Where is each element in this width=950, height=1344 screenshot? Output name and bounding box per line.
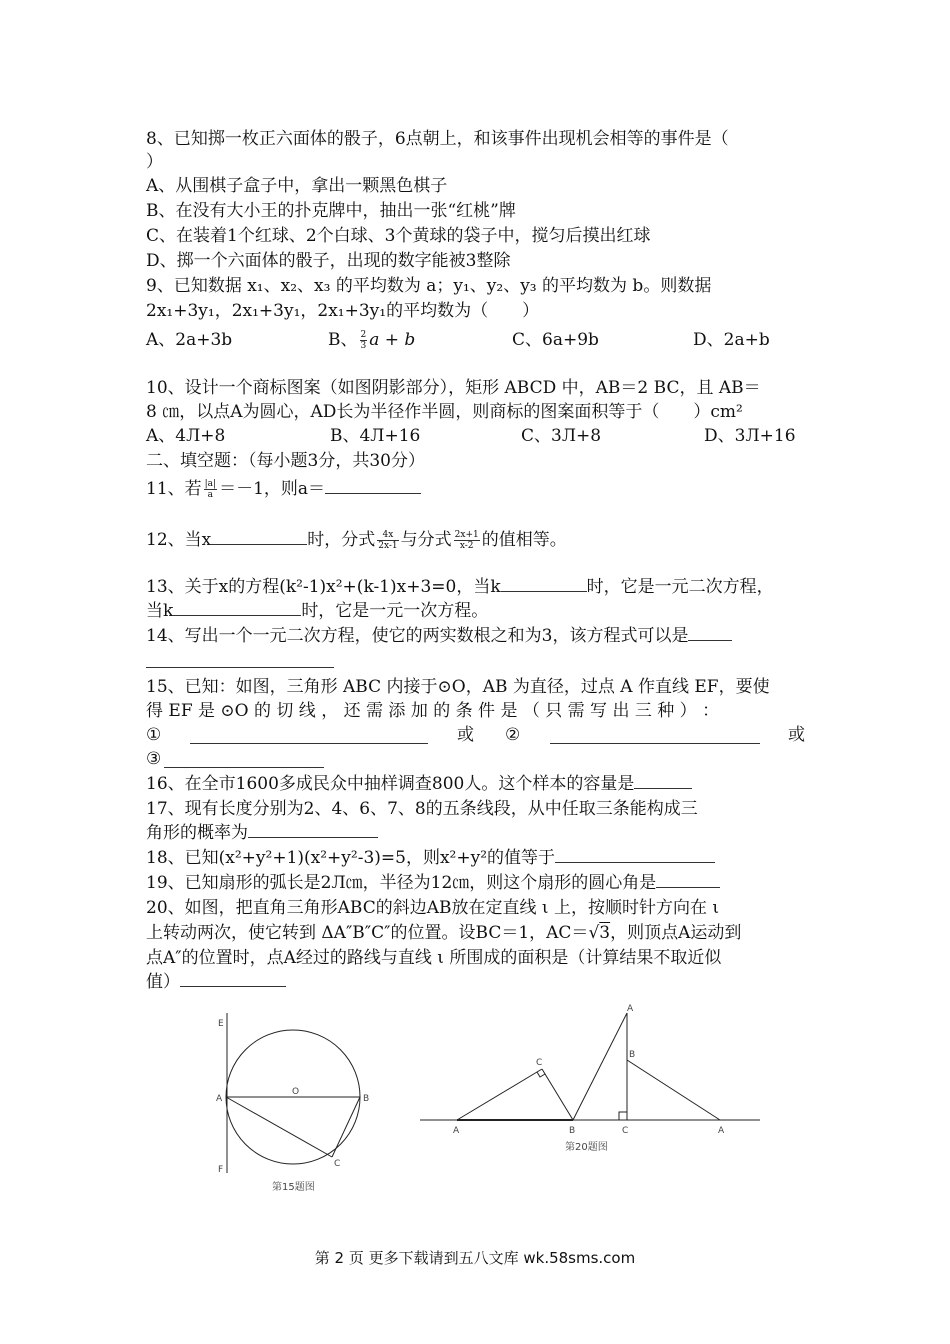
q9-option-a: A、2a+3b [146,330,233,350]
fig15-label-b: B [363,1094,370,1104]
q10-stem-line2: 8 ㎝，以点A为圆心，AD长为半径作半圆，则商标的图案面积等于（ ）cm² [146,402,743,422]
q10-option-d: D、3Л+16 [704,426,796,446]
q14-text: 14、写出一个一元二次方程，使它的两实数根之和为3，该方程式可以是 [146,626,689,646]
figure-15 [200,1008,400,1198]
q15-condition-2-label: ② [505,725,521,745]
q10-stem-line1: 10、设计一个商标图案（如图阴影部分），矩形 ABCD 中，AB＝2 BC，且 AB＝ [146,378,761,398]
q8-option-c: C、在装着1个红球、2个白球、3个黄球的袋子中，搅匀后摸出红球 [146,226,651,246]
q12-f1-num: 4x [377,530,398,541]
figure-20 [415,1000,775,1160]
q8-stem-line2: ） [146,152,163,172]
q8-option-d: D、掷一个六面体的骰子，出现的数字能被3整除 [146,251,511,271]
q20-line3: 点A″的位置时，点A经过的路线与直线 ι 所围成的面积是（计算结果不取近似 [146,948,722,968]
q18-text: 18、已知(x²+y²+1)(x²+y²-3)=5，则x²+y²的值等于 [146,848,556,868]
q8-stem-line1: 8、已知掷一枚正六面体的骰子，6点朝上，和该事件出现机会相等的事件是（ [146,129,729,149]
fig15-label-o: O [292,1087,300,1097]
q9-option-c: C、6a+9b [512,330,599,350]
q15-line1: 15、已知：如图，三角形 ABC 内接于⊙O，AB 为直径，过点 A 作直线 EF，要使 [146,677,770,697]
q17-l2: 角形的概率为 [146,823,248,843]
q12-mid: 时，分式 [307,530,376,550]
fig20-side-b2a2 [627,1060,720,1120]
q11-pre: 11、若 [146,479,202,499]
fig20-label-c1: C [536,1058,543,1068]
fig20-label-c2: C [622,1126,629,1136]
q20-l4: 值） [146,972,180,992]
fig20-label-b2: B [629,1050,636,1060]
q18-answer-blank[interactable] [555,846,715,863]
q12-fraction-2 [454,530,480,551]
q19-text: 19、已知扇形的弧长是2Л㎝，半径为12㎝，则这个扇形的圆心角是 [146,873,657,893]
q13-line1 [146,575,774,599]
fig15-label-c: C [334,1159,341,1169]
q16-answer-blank[interactable] [634,772,692,789]
q13-l1-pre: 13、关于x的方程(k²-1)x²+(k-1)x+3=0，当k [146,577,501,597]
fig20-caption: 第20题图 [565,1142,608,1153]
q12-pre: 12、当x [146,530,212,550]
fig20-label-b1: B [569,1126,576,1136]
q11-den: a [207,490,214,500]
q10-option-c: C、3Л+8 [521,426,602,446]
q12-post: 的值相等。 [481,530,567,550]
q20-sqrt-radicand: 3 [599,923,611,943]
q13-answer-blank-2[interactable] [173,599,301,616]
q14-answer-blank-1[interactable] [688,624,732,641]
fig15-label-f: F [218,1165,224,1175]
q15-answer-blank-2[interactable] [550,727,760,744]
q12-f1-den: 2x-1 [378,541,398,551]
fig20-label-a2: A [627,1004,634,1014]
q12-f2-den: x-2 [459,541,474,551]
q9-option-b-den: 3 [360,341,367,351]
q20-sqrt: √3 [588,923,611,943]
q16 [146,772,692,796]
q20-line2 [146,921,741,945]
q20-l2-post: ，则顶点A运动到 [610,923,742,943]
q17-line1: 17、现有长度分别为2、4、6、7、8的五条线段，从中任取三条能构成三 [146,799,698,819]
fig15-chord-bc [332,1097,360,1157]
q9-option-b-num: 2 [360,330,367,340]
q12-f2-num: 2x+1 [454,530,479,540]
q15-answer-blank-1[interactable] [190,727,428,744]
q9-option-b [328,328,415,352]
q19 [146,871,720,895]
q12-mid2: 与分式 [400,530,452,550]
q20-answer-blank[interactable] [180,970,286,987]
q10-option-b: B、4Л+16 [330,426,421,446]
fig15-caption: 第15题图 [272,1182,315,1193]
q14-answer-blank-2[interactable] [146,651,334,668]
q20-line4 [146,970,286,994]
q17-answer-blank[interactable] [248,821,378,838]
fig15-chord-ac [226,1097,332,1157]
q9-option-d: D、2a+b [693,330,770,350]
q9-option-b-fraction [360,330,368,351]
q11 [146,477,421,501]
q9-option-b-rest: a + b [369,330,416,350]
q9-stem-line1: 9、已知数据 x₁、x₂、x₃ 的平均数为 a；y₁、y₂、y₃ 的平均数为 b。则数据 [146,276,712,296]
q9-option-b-prefix: B、 [328,330,358,350]
q15-or-2: 或 [788,725,805,745]
q13-l2-pre: 当k [146,601,174,621]
fig15-label-e: E [218,1019,224,1029]
q20-line1: 20、如图，把直角三角形ABC的斜边AB放在定直线 ι 上，按顺时针方向在 ι [146,898,720,918]
q16-text: 16、在全市1600多成民众中抽样调查800人。这个样本的容量是 [146,774,635,794]
q13-line2 [146,599,488,623]
q11-num: |a| [204,479,217,489]
fig20-side-ba1 [573,1013,627,1120]
q15-line2: 得 EF 是 ⊙O 的 切 线 ， 还 需 添 加 的 条 件 是 （ 只 需 写 出 三 种 ） ： [146,701,720,721]
q20-l2-pre: 上转动两次，使它转到 ΔA″B″C″的位置。设BC＝1，AC＝ [146,923,589,943]
q9-stem-line2: 2x₁+3y₁，2x₁+3y₁，2x₁+3y₁的平均数为（ ） [146,301,540,321]
q15-condition-3-label: ③ [146,749,162,769]
q13-answer-blank-1[interactable] [501,575,587,592]
q15-answer-blank-3[interactable] [164,751,324,768]
q15-condition-1-label: ① [146,725,162,745]
q11-fraction [204,479,217,500]
q13-l1-post: 时，它是一元二次方程， [586,577,774,597]
section-2-heading: 二、填空题：（每小题3分，共30分） [146,451,425,471]
fig20-right-angle-c1 [619,1112,627,1120]
page-footer: 第 2 页 更多下载请到五八文库 wk.58sms.com [314,1249,636,1267]
q12-fraction-1 [377,530,398,551]
fig15-label-a: A [216,1094,223,1104]
q10-option-a: A、4Л+8 [146,426,226,446]
q12-answer-blank[interactable] [211,528,307,545]
q8-option-b: B、在没有大小王的扑克牌中，抽出一张“红桃”牌 [146,201,516,221]
q14 [146,624,732,648]
q12 [146,528,567,552]
q19-answer-blank[interactable] [656,871,720,888]
q8-option-a: A、从围棋子盒子中，拿出一颗黑色棋子 [146,176,448,196]
q13-l2-post: 时，它是一元一次方程。 [301,601,489,621]
q17-line2 [146,821,378,845]
q18 [146,846,715,870]
fig20-label-a3: A [718,1126,725,1136]
q11-answer-blank[interactable] [325,477,421,494]
q11-post: ＝－1，则a＝ [219,479,326,499]
q15-or-1: 或 [457,725,474,745]
fig20-side-cb [542,1069,573,1120]
fig20-side-ac [457,1069,542,1120]
fig20-label-a1: A [453,1126,460,1136]
